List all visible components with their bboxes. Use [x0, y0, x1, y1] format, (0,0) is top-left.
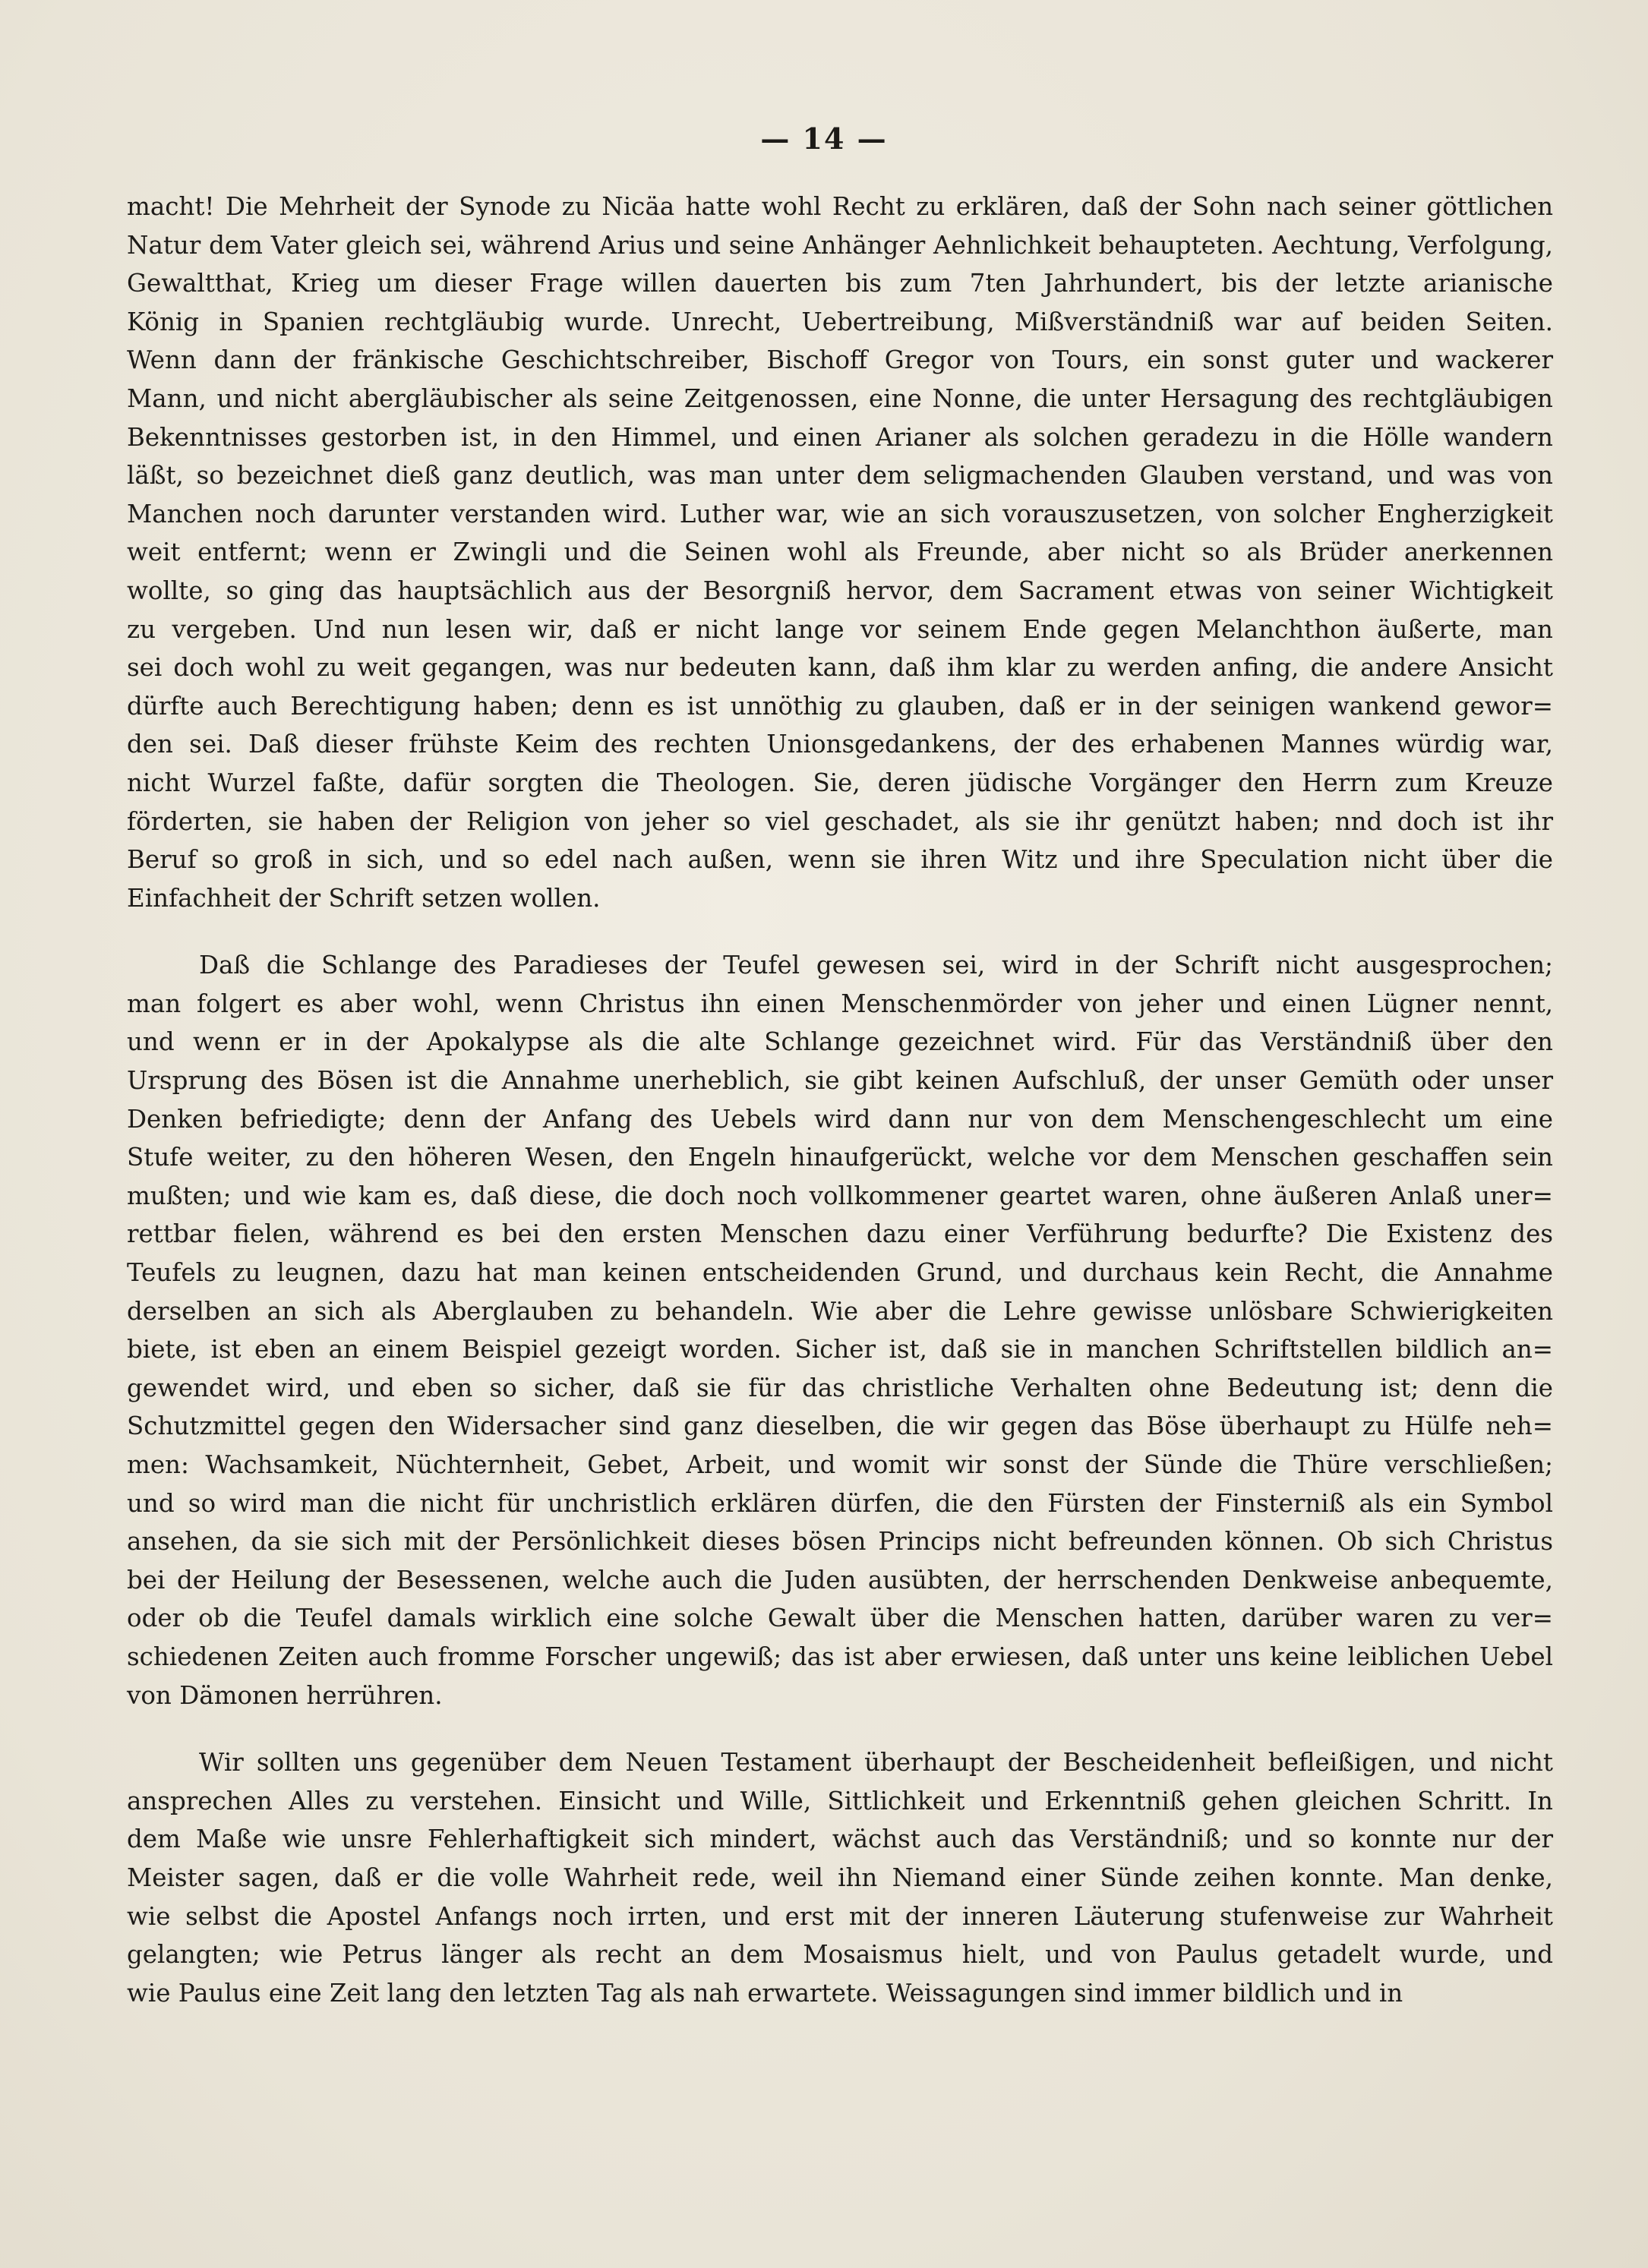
text-line: und wenn er in der Apokalypse als die alte Schlange gezeichnet wird. Für das Verständniß über den	[127, 1027, 1553, 1057]
text-line: gelangten; wie Petrus länger als recht an dem Mosaismus hielt, und von Paulus getadelt wurde, und	[127, 1940, 1553, 1970]
text-line: förderten, sie haben der Religion von jeher so viel geschadet, als sie ihr genützt haben; nnd doch ist ihr	[127, 806, 1553, 836]
text-line: Manchen noch darunter verstanden wird. Luther war, wie an sich vorauszusetzen, von solcher Engherzigkeit	[127, 499, 1553, 528]
text-line: Beruf so groß in sich, und so edel nach außen, wenn sie ihren Witz und ihre Speculation nicht über die	[127, 845, 1553, 875]
text-line: Ursprung des Bösen ist die Annahme unerheblich, sie gibt keinen Aufschluß, der unser Gemüth oder unser	[127, 1066, 1553, 1096]
text-line: Stufe weiter, zu den höheren Wesen, den Engeln hinaufgerückt, welche vor dem Menschen geschaffen sein	[127, 1143, 1553, 1172]
text-line: schiedenen Zeiten auch fromme Forscher ungewiß; das ist aber erwiesen, daß unter uns keine leiblichen Uebel	[127, 1642, 1553, 1671]
text-line: dürfte auch Berechtigung haben; denn es ist unnöthig zu glauben, daß er in der seinigen wankend gewor=	[127, 691, 1553, 721]
body-text	[127, 188, 1553, 2012]
text-line: den sei. Daß dieser frühste Keim des rechten Unionsgedankens, der des erhabenen Mannes würdig war,	[127, 730, 1553, 759]
text-line: Bekenntnisses gestorben ist, in den Himmel, und einen Arianer als solchen geradezu in die Hölle wandern	[127, 422, 1553, 452]
text-line: Wir sollten uns gegenüber dem Neuen Testament überhaupt der Bescheidenheit befleißigen, und nicht	[199, 1748, 1553, 1777]
text-line: ansehen, da sie sich mit der Persönlichkeit dieses bösen Princips nicht befreunden können. Ob sich Christus	[127, 1527, 1553, 1557]
text-line: Mann, und nicht abergläubischer als seine Zeitgenossen, eine Nonne, die unter Hersagung des rechtgläubigen	[127, 383, 1553, 413]
text-line: Gewaltthat, Krieg um dieser Frage willen dauerten bis zum 7ten Jahrhundert, bis der letzte arianische	[127, 269, 1553, 298]
text-line: men: Wachsamkeit, Nüchternheit, Gebet, Arbeit, und womit wir sonst der Sünde die Thüre verschließen;	[127, 1450, 1553, 1479]
text-line: von Dämonen herrühren.	[127, 1680, 443, 1710]
page-number: — 14 —	[760, 121, 888, 156]
text-line: und so wird man die nicht für unchristlich erklären dürfen, die den Fürsten der Finsterniß als ein Symbol	[127, 1488, 1553, 1518]
text-line: wie selbst die Apostel Anfangs noch irrten, und erst mit der inneren Läuterung stufenweise zur Wahrheit	[127, 1901, 1553, 1931]
text-line: rettbar fielen, während es bei den ersten Menschen dazu einer Verführung bedurfte? Die Existenz des	[127, 1219, 1553, 1249]
text-line: nicht Wurzel faßte, dafür sorgten die Theologen. Sie, deren jüdische Vorgänger den Herrn zum Kreuze	[127, 768, 1553, 797]
text-line: macht! Die Mehrheit der Synode zu Nicäa hatte wohl Recht zu erklären, daß der Sohn nach seiner göttlichen	[127, 192, 1553, 221]
text-line: wie Paulus eine Zeit lang den letzten Tag als nah erwartete. Weissagungen sind immer bildlich und in	[127, 1978, 1403, 2008]
text-line: bei der Heilung der Besessenen, welche auch die Juden ausübten, der herrschenden Denkweise anbequemte,	[127, 1565, 1553, 1595]
paragraph	[127, 946, 1553, 1714]
text-line: sei doch wohl zu weit gegangen, was nur bedeuten kann, daß ihm klar zu werden anfing, die andere Ansicht	[127, 653, 1553, 683]
text-line: Daß die Schlange des Paradieses der Teufel gewesen sei, wird in der Schrift nicht ausgesprochen;	[199, 951, 1553, 980]
text-line: Schutzmittel gegen den Widersacher sind ganz dieselben, die wir gegen das Böse überhaupt zu Hülfe neh=	[127, 1412, 1553, 1441]
text-line: biete, ist eben an einem Beispiel gezeigt worden. Sicher ist, daß sie in manchen Schriftstellen bildlich an=	[127, 1335, 1553, 1364]
text-line: Teufels zu leugnen, dazu hat man keinen entscheidenden Grund, und durchaus kein Recht, die Annahme	[127, 1258, 1553, 1288]
text-line: König in Spanien rechtgläubig wurde. Unrecht, Uebertreibung, Mißverständniß war auf beiden Seiten.	[127, 307, 1553, 336]
text-line: Einfachheit der Schrift setzen wollen.	[127, 883, 601, 913]
text-line: Natur dem Vater gleich sei, während Arius und seine Anhänger Aehnlichkeit behaupteten. Aechtung, Verfolgung,	[127, 230, 1553, 260]
text-line: oder ob die Teufel damals wirklich eine solche Gewalt über die Menschen hatten, darüber waren zu ver=	[127, 1604, 1553, 1633]
text-line: wollte, so ging das hauptsächlich aus der Besorgniß hervor, dem Sacrament etwas von seiner Wichtigkeit	[127, 576, 1553, 605]
text-line: Meister sagen, daß er die volle Wahrheit rede, weil ihn Niemand einer Sünde zeihen konnte. Man denke,	[127, 1863, 1553, 1892]
text-line: man folgert es aber wohl, wenn Christus ihn einen Menschenmörder von jeher und einen Lügner nennt,	[127, 989, 1553, 1018]
text-line: läßt, so bezeichnet dieß ganz deutlich, was man unter dem seligmachenden Glauben verstand, und was von	[127, 461, 1553, 491]
paragraph	[127, 1743, 1553, 2012]
text-line: zu vergeben. Und nun lesen wir, daß er nicht lange vor seinem Ende gegen Melanchthon äußerte, man	[127, 614, 1553, 644]
text-line: Denken befriedigte; denn der Anfang des Uebels wird dann nur von dem Menschengeschlecht um eine	[127, 1104, 1553, 1134]
text-line: gewendet wird, und eben so sicher, daß sie für das christliche Verhalten ohne Bedeutung ist; denn die	[127, 1373, 1553, 1402]
text-line: derselben an sich als Aberglauben zu behandeln. Wie aber die Lehre gewisse unlösbare Schwierigkeiten	[127, 1296, 1553, 1326]
paragraph	[127, 188, 1553, 917]
text-line: dem Maße wie unsre Fehlerhaftigkeit sich mindert, wächst auch das Verständniß; und so konnte nur der	[127, 1825, 1553, 1854]
text-line: ansprechen Alles zu verstehen. Einsicht und Wille, Sittlichkeit und Erkenntniß gehen gleichen Schritt. In	[127, 1786, 1553, 1815]
text-line: weit entfernt; wenn er Zwingli und die Seinen wohl als Freunde, aber nicht so als Brüder anerkennen	[127, 538, 1553, 567]
text-line: mußten; und wie kam es, daß diese, die doch noch vollkommener geartet waren, ohne äußeren Anlaß uner=	[127, 1181, 1553, 1210]
text-line: Wenn dann der fränkische Geschichtschreiber, Bischoff Gregor von Tours, ein sonst guter und wackerer	[127, 345, 1553, 375]
